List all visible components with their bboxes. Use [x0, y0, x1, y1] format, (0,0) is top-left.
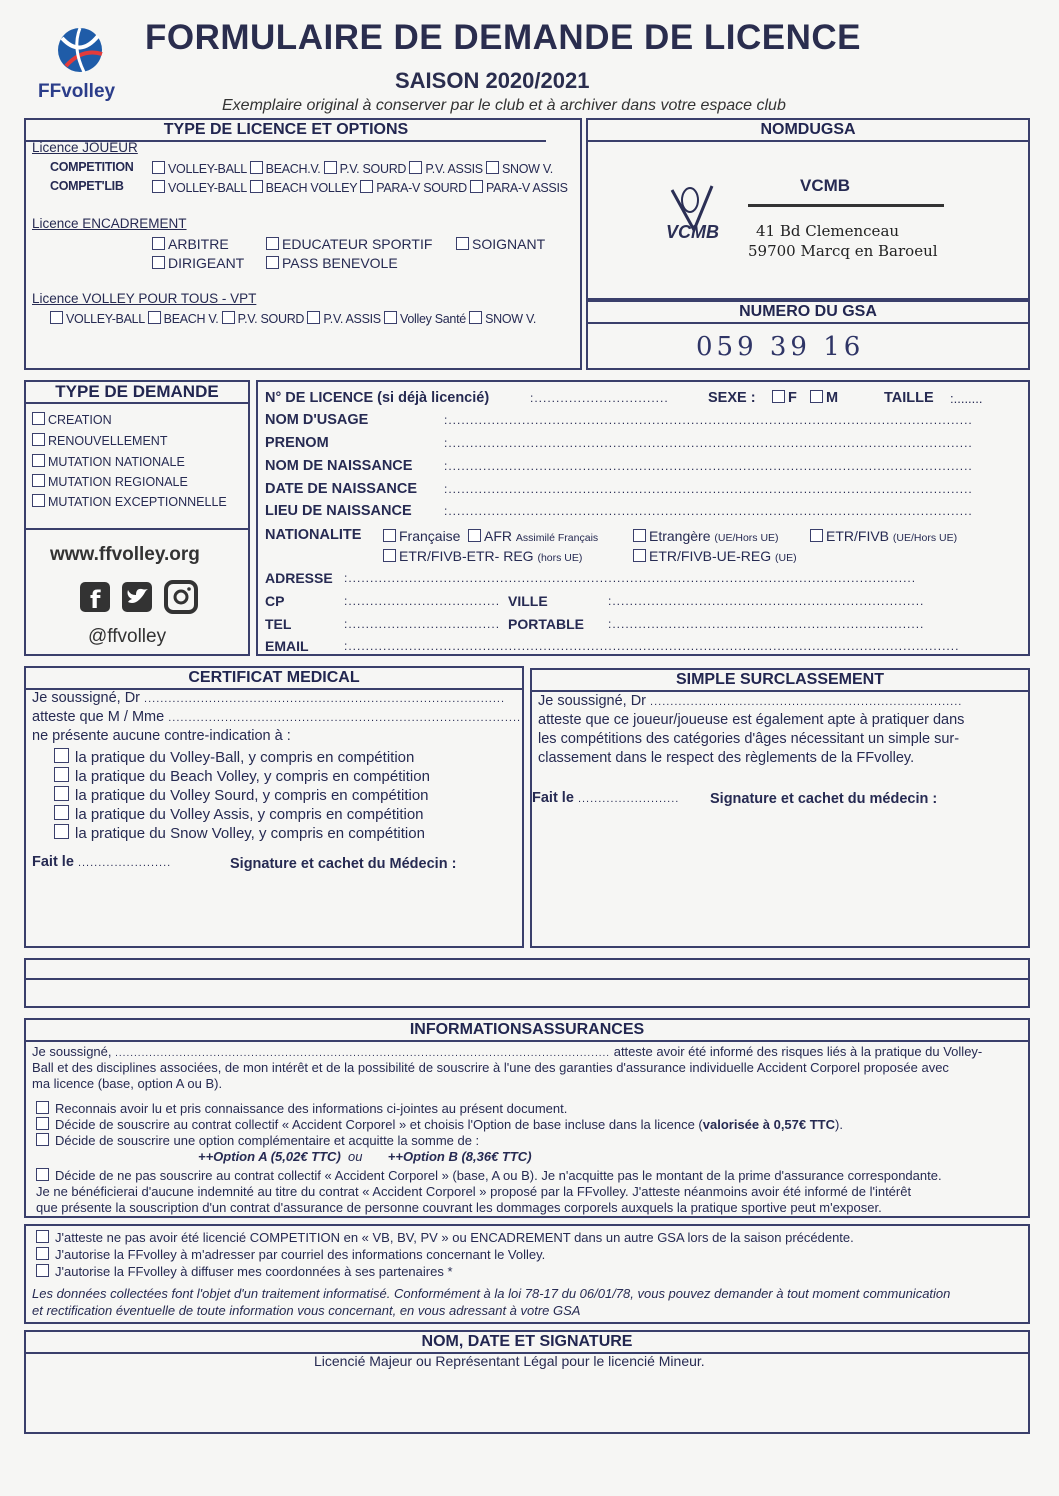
- licence-type-title: TYPE DE LICENCE ET OPTIONS: [26, 120, 546, 142]
- competition-label: COMPETITION: [50, 160, 134, 174]
- cert-intro: ne présente aucune contre-indication à :: [32, 728, 291, 744]
- cert-volleyball-checkbox[interactable]: la pratique du Volley-Ball, y compris en compétition: [54, 748, 414, 766]
- gsa-number-value[interactable]: 059 39 16: [696, 332, 865, 362]
- certificat-title: CERTIFICAT MEDICAL: [26, 668, 522, 690]
- portable-field[interactable]: :........................................................................: [608, 617, 925, 631]
- enc-benevole-checkbox[interactable]: PASS BENEVOLE: [266, 255, 398, 271]
- prenom-label: PRENOM: [265, 435, 329, 451]
- gsa-title: NOMDUGSA: [588, 120, 1028, 142]
- season: SAISON 2020/2021: [395, 68, 590, 93]
- prenom-field[interactable]: :.........................................................................................................................: [444, 436, 973, 450]
- vcmb-logo-text: VCMB: [666, 222, 719, 242]
- nat-afr-checkbox[interactable]: AFR Assimilé Français: [468, 528, 598, 544]
- social-handle[interactable]: @ffvolley: [88, 626, 167, 647]
- nat-etrangere-checkbox[interactable]: Etrangère (UE/Hors UE): [633, 528, 779, 544]
- licence-number-label: N° DE LICENCE (si déjà licencié): [265, 390, 490, 406]
- svg-text:f: f: [90, 586, 101, 614]
- cert-snow-checkbox[interactable]: la pratique du Snow Volley, y compris en compétition: [54, 824, 425, 842]
- enc-arbitre-checkbox[interactable]: ARBITRE: [152, 236, 229, 252]
- tel-label: TEL: [265, 616, 292, 632]
- nom-naissance-label: NOM DE NAISSANCE: [265, 458, 413, 474]
- nom-usage-field[interactable]: :.........................................................................................................................: [444, 413, 973, 427]
- sexe-m-checkbox[interactable]: M: [810, 390, 838, 406]
- assurance-intro-3: ma licence (base, option A ou B).: [32, 1076, 223, 1091]
- vpt-sourd-checkbox[interactable]: P.V. SOURD: [222, 312, 304, 326]
- twitter-icon[interactable]: [122, 582, 152, 612]
- assurance-options: ++Option A (5,02€ TTC) ou ++Option B (8,36€ TTC): [198, 1149, 532, 1164]
- vpt-snow-checkbox[interactable]: SNOW V.: [469, 312, 536, 326]
- gsa-section: [586, 118, 1030, 300]
- cp-field[interactable]: :...................................: [344, 594, 501, 608]
- taille-field[interactable]: :........: [950, 391, 983, 406]
- sexe-f-checkbox[interactable]: F: [772, 390, 797, 406]
- signature-title: NOM, DATE ET SIGNATURE: [26, 1332, 1028, 1354]
- privacy-note-1: Les données collectées font l'objet d'un traitement informatisé. Conformément à la loi 78-17 du 06/01/78, vous pouvez demander à tout moment communication: [32, 1286, 951, 1301]
- surcl-line2: atteste que ce joueur/joueuse est également apte à pratiquer dans: [538, 712, 965, 728]
- enc-dirigeant-checkbox[interactable]: DIRIGEANT: [152, 255, 244, 271]
- assurance-item-1-checkbox[interactable]: Reconnais avoir lu et pris connaissance des informations ci-jointes au présent document.: [36, 1101, 567, 1116]
- competlib-beach-checkbox[interactable]: BEACH VOLLEY: [250, 181, 357, 195]
- attest-1-checkbox[interactable]: J'atteste ne pas avoir été licencié COMPETITION en « VB, BV, PV » ou ENCADREMENT dans un autre GSA lors de la saison précédente.: [36, 1230, 854, 1245]
- certificat-section: [24, 666, 524, 948]
- surclassement-section: [530, 668, 1030, 948]
- attestations-section: [24, 1224, 1030, 1324]
- assurance-item-4c: que présente la souscription d'un contrat d'assurance de personne couvrant les dommages corporels auxquels la pratique sportive peut m'exposer.: [36, 1200, 882, 1215]
- taille-label: TAILLE: [884, 390, 934, 406]
- attest-3-checkbox[interactable]: J'autorise la FFvolley à diffuser mes coordonnées à ses partenaires *: [36, 1264, 453, 1279]
- gsa-address-1: 41 Bd Clemenceau: [756, 222, 900, 240]
- demande-mutation-exceptionnelle-checkbox[interactable]: MUTATION EXCEPTIONNELLE: [32, 494, 227, 509]
- option-b[interactable]: ++Option B (8,36€ TTC): [387, 1149, 532, 1164]
- licence-joueur-label: Licence JOUEUR: [32, 140, 138, 155]
- surcl-fait-le[interactable]: Fait le .........................: [532, 790, 680, 806]
- licence-number-field[interactable]: :...............................: [530, 391, 669, 405]
- surcl-doctor-line[interactable]: Je soussigné, Dr .............................................................................: [538, 693, 963, 709]
- assurance-item-4b: Je ne bénéficierai d'aucune indemnité au titre du contrat « Accident Corporel » proposé par la FFvolley. J'atteste néanmoins avoir été informé de l'intérêt: [36, 1184, 912, 1199]
- portable-label: PORTABLE: [508, 616, 584, 632]
- vpt-options: [50, 311, 536, 326]
- demande-renouvellement-checkbox[interactable]: RENOUVELLEMENT: [32, 433, 167, 448]
- attest-2-checkbox[interactable]: J'autorise la FFvolley à m'adresser par courriel des informations concernant le Volley.: [36, 1247, 545, 1262]
- facebook-icon[interactable]: [80, 582, 110, 614]
- surcl-signature-label: Signature et cachet du médecin :: [710, 791, 938, 807]
- demande-section: [24, 380, 250, 656]
- privacy-note-2: et rectification éventuelle de toute information vous concernant, en vous adressant à votre GSA: [32, 1303, 581, 1318]
- email-label: EMAIL: [265, 638, 309, 654]
- assurance-item-3-checkbox[interactable]: Décide de souscrire une option complémentaire et acquitte la somme de :: [36, 1133, 479, 1148]
- gsa-number-title: NUMERO DU GSA: [588, 302, 1028, 324]
- cert-signature-label: Signature et cachet du Médecin :: [230, 856, 457, 872]
- gsa-number-section: [586, 300, 1030, 370]
- demande-title: TYPE DE DEMANDE: [26, 382, 248, 404]
- competlib-assis-checkbox[interactable]: PARA-V ASSIS: [470, 181, 568, 195]
- adresse-label: ADRESSE: [265, 570, 333, 586]
- adresse-field[interactable]: :...................................................................................................................................: [344, 571, 917, 585]
- lieu-naissance-field[interactable]: :.........................................................................................................................: [444, 504, 973, 518]
- lieu-naissance-label: LIEU DE NAISSANCE: [265, 503, 412, 519]
- identity-section: [256, 380, 1030, 656]
- cert-doctor-line[interactable]: Je soussigné, Dr .........................................................................................: [32, 690, 506, 706]
- ville-field[interactable]: :........................................................................: [608, 594, 925, 608]
- gsa-address-2: 59700 Marcq en Baroeul: [748, 242, 938, 260]
- email-field[interactable]: :.............................................................................................................................................: [344, 639, 960, 653]
- gsa-name-underline: [748, 204, 944, 207]
- nat-francaise-checkbox[interactable]: Française: [383, 528, 460, 544]
- blank-row-1[interactable]: [24, 958, 1030, 980]
- licence-encadrement-label: Licence ENCADREMENT: [32, 216, 187, 231]
- enc-educateur-checkbox[interactable]: EDUCATEUR SPORTIF: [266, 236, 432, 252]
- competition-snow-checkbox[interactable]: SNOW V.: [486, 162, 553, 176]
- subtitle: Exemplaire original à conserver par le club et à archiver dans votre espace club: [222, 97, 786, 114]
- nom-naissance-field[interactable]: :.........................................................................................................................: [444, 459, 973, 473]
- assurance-item-4-checkbox[interactable]: Décide de ne pas souscrire au contrat collectif « Accident Corporel » (base, A ou B). Je n'acquitte pas le montant de la prime d'assurance correspondante.: [36, 1168, 942, 1183]
- assurance-section: [24, 1018, 1030, 1218]
- social-icons: [78, 580, 208, 621]
- surcl-line3: les compétitions des catégories d'âges nécessitant un simple sur-: [538, 731, 960, 747]
- date-naissance-label: DATE DE NAISSANCE: [265, 481, 417, 497]
- ville-label: VILLE: [508, 593, 548, 609]
- assurance-intro-1[interactable]: Je soussigné, ................................................................................................................................... atteste avoir été informé des risques liés à la pratique du Volley-: [32, 1044, 983, 1059]
- cert-sourd-checkbox[interactable]: la pratique du Volley Sourd, y compris en compétition: [54, 786, 429, 804]
- gsa-name: VCMB: [800, 176, 851, 195]
- nom-usage-label: NOM D'USAGE: [265, 412, 369, 428]
- vcmb-logo: [660, 182, 740, 251]
- competition-sourd-checkbox[interactable]: P.V. SOURD: [324, 162, 406, 176]
- demande-mutation-regionale-checkbox[interactable]: MUTATION REGIONALE: [32, 474, 188, 489]
- surclassement-title: SIMPLE SURCLASSEMENT: [532, 670, 1028, 692]
- cp-label: CP: [265, 593, 285, 609]
- date-naissance-field[interactable]: :.........................................................................................................................: [444, 482, 973, 496]
- nat-ue-reg-checkbox[interactable]: ETR/FIVB-UE-REG (UE): [633, 548, 797, 564]
- competition-options: [152, 161, 553, 176]
- licence-vpt-label: Licence VOLLEY POUR TOUS - VPT: [32, 291, 257, 306]
- competlib-options: [152, 180, 568, 195]
- tel-field[interactable]: :...................................: [344, 617, 501, 631]
- licence-type-section: [24, 118, 582, 370]
- competlib-sourd-checkbox[interactable]: PARA-V SOURD: [360, 181, 467, 195]
- competlib-label: COMPET'LIB: [50, 179, 124, 193]
- surcl-line4: classement dans le respect des règlements de la FFvolley.: [538, 750, 915, 766]
- signature-subtitle: Licencié Majeur ou Représentant Légal pour le licencié Mineur.: [314, 1353, 705, 1369]
- cert-beach-checkbox[interactable]: la pratique du Beach Volley, y compris en compétition: [54, 767, 430, 785]
- instagram-icon[interactable]: [166, 582, 196, 612]
- competition-beach-checkbox[interactable]: BEACH.V.: [250, 162, 321, 176]
- demande-mutation-nationale-checkbox[interactable]: MUTATION NATIONALE: [32, 454, 185, 469]
- page-title: FORMULAIRE DE DEMANDE DE LICENCE: [145, 18, 862, 57]
- assurance-intro-2: Ball et des disciplines associées, de mon intérêt et de la possibilité de souscrire à l'une des garanties d'assurance individuelle Accident Corporel proposée avec: [32, 1060, 949, 1075]
- competition-vb-checkbox[interactable]: VOLLEY-BALL: [152, 162, 246, 176]
- blank-row-2[interactable]: [24, 978, 1030, 1008]
- assurance-item-2-checkbox[interactable]: Décide de souscrire au contrat collectif « Accident Corporel » et choisis l'Option de base incluse dans la licence (valorisée à 0,57€ TTC).: [36, 1117, 843, 1132]
- competlib-vb-checkbox[interactable]: VOLLEY-BALL: [152, 181, 246, 195]
- enc-soignant-checkbox[interactable]: SOIGNANT: [456, 236, 545, 252]
- assurance-title: INFORMATIONSASSURANCES: [26, 1020, 1028, 1042]
- demande-creation-checkbox[interactable]: CREATION: [32, 412, 112, 427]
- volleyball-logo-icon: [32, 18, 132, 78]
- sexe-label: SEXE :: [708, 390, 756, 406]
- nat-etr-fivb-checkbox[interactable]: ETR/FIVB (UE/Hors UE): [810, 528, 957, 544]
- option-a[interactable]: ++Option A (5,02€ TTC): [198, 1149, 341, 1164]
- vpt-beach-checkbox[interactable]: BEACH V.: [148, 312, 219, 326]
- ffvolley-logo: [32, 18, 132, 102]
- competition-assis-checkbox[interactable]: P.V. ASSIS: [409, 162, 482, 176]
- signature-section[interactable]: [24, 1330, 1030, 1434]
- cert-patient-line[interactable]: atteste que M / Mme .......................................................................................: [32, 709, 522, 725]
- cert-assis-checkbox[interactable]: la pratique du Volley Assis, y compris en compétition: [54, 805, 424, 823]
- divider: [26, 528, 248, 530]
- nat-etr-reg-checkbox[interactable]: ETR/FIVB-ETR- REG (hors UE): [383, 548, 582, 564]
- logo-text: FFvolley: [38, 81, 116, 102]
- vpt-sante-checkbox[interactable]: Volley Santé: [384, 312, 466, 326]
- nationalite-label: NATIONALITE: [265, 527, 362, 543]
- cert-fait-le[interactable]: Fait le .......................: [32, 854, 172, 870]
- vpt-vb-checkbox[interactable]: VOLLEY-BALL: [50, 312, 144, 326]
- website-link[interactable]: www.ffvolley.org: [50, 544, 200, 565]
- vpt-assis-checkbox[interactable]: P.V. ASSIS: [307, 312, 380, 326]
